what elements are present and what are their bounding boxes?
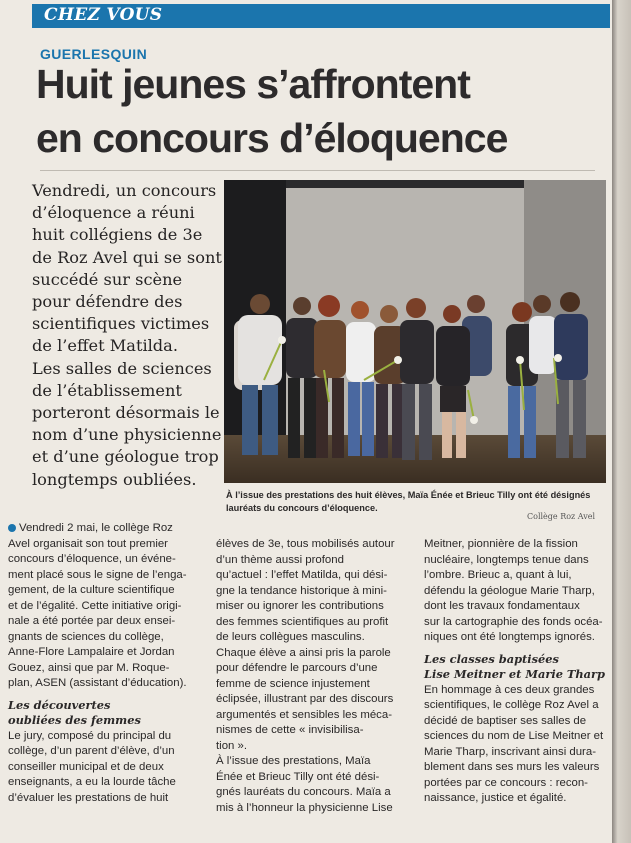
body-line: ment placé sous le signe de l’enga- (8, 568, 187, 581)
body-line: En hommage à ces deux grandes (424, 683, 595, 696)
lead-line: et d’une géologue trop (32, 447, 219, 467)
article-column-1 (8, 521, 213, 806)
lead-line: huit collégiens de 3e (32, 225, 203, 245)
section-label: CHEZ VOUS (44, 5, 163, 25)
body-line: plan, ASEN (assistant d’éducation). (8, 677, 187, 689)
body-line: collège, d’un parent d’élève, d’un (8, 745, 175, 757)
body-line: Gouez, ainsi que par M. Roque- (8, 661, 170, 674)
body-line: conseiller municipal et de deux (8, 760, 164, 773)
body-line: niques ont été longtemps ignorés. (424, 631, 595, 643)
lead-line: succédé sur scène (32, 269, 183, 289)
body-line: de leurs collègues masculins. (216, 631, 365, 643)
body-line: d’un thème aussi profond (216, 553, 344, 566)
body-line: concours d’éloquence, un événe- (8, 553, 176, 565)
body-line: argumentés et sensibles les méca- (216, 708, 393, 721)
body-line: Énée et Brieuc Tilly ont été dési- (216, 770, 380, 783)
lead-paragraph (32, 180, 222, 491)
bullet-icon (8, 524, 16, 532)
photo-credit: Collège Roz Avel (527, 512, 596, 521)
group-photo (224, 180, 606, 483)
subheading: oubliées des femmes (8, 713, 141, 727)
subheading: Les découvertes (8, 697, 111, 712)
divider (40, 170, 595, 171)
body-line: d’évaluer les prestations de huit (8, 791, 169, 804)
lead-line: Les salles de sciences (32, 358, 212, 378)
body-line: Le jury, composé du principal du (8, 729, 172, 742)
article-column-3 (424, 537, 612, 807)
body-line: décidé de baptiser ses salles de (424, 714, 587, 727)
body-line: naissance, justice et égalité. (424, 792, 567, 804)
body-line: femme de science injustement (216, 677, 370, 690)
lead-line: de l’établissement (32, 380, 182, 400)
body-line: gne la tendance historique à mini- (216, 584, 387, 597)
body-line: enseignants, a eu la lourde tâche (8, 776, 176, 788)
location-kicker: GUERLESQUIN (40, 46, 148, 62)
lead-line: longtemps oubliées. (32, 469, 197, 489)
body-line: Vendredi 2 mai, le collège Roz (8, 521, 213, 537)
body-line: nismes de cette « invisibilisa- (216, 724, 364, 736)
body-line: pour défendre le parcours d’une (216, 662, 378, 674)
lead-line: de Roz Avel qui se sont (32, 247, 222, 267)
lead-line: scientifiques victimes (32, 314, 210, 334)
body-line: tion ». (216, 739, 248, 752)
body-line: mis à l’honneur la physicienne Lise (216, 801, 393, 814)
subheading: Les classes baptisées (424, 651, 559, 666)
body-line: qu’actuel : l’effet Matilda, qui dési- (216, 569, 388, 581)
body-line: gnés lauréats du concours. Maïa a (216, 786, 391, 798)
body-line: des femmes scientifiques au profit (216, 615, 389, 628)
body-line: sur la cartographie des fonds océa- (424, 615, 603, 628)
body-line: Chaque élève a ainsi pris la parole (216, 646, 391, 659)
body-line: scientifiques, le collège Roz Avel a (424, 699, 599, 711)
lead-line: porteront désormais le (32, 403, 220, 423)
lead-line: d’éloquence a réuni (32, 203, 195, 223)
body-line: nale a été portée par deux ensei- (8, 615, 176, 627)
page-edge (612, 0, 631, 843)
article-column-2 (216, 537, 413, 816)
body-line: sciences du nom de Lise Meitner et (424, 730, 604, 742)
section-banner (32, 4, 610, 28)
body-line: blement dans ses murs les valeurs (424, 761, 600, 773)
body-line: À l’issue des prestations, Maïa (216, 755, 371, 767)
body-line: Marie Tharp, inscrivant ainsi dura- (424, 745, 596, 758)
subheading: Lise Meitner et Marie Tharp (424, 667, 606, 681)
body-line: gnants de sciences du collège, (8, 630, 164, 643)
lead-line: pour défendre des (32, 292, 183, 312)
lead-line: de l’effet Matilda. (32, 336, 178, 356)
body-line: miser ou ignorer les contributions (216, 600, 384, 612)
lead-line: nom d’une physicienne (32, 425, 222, 445)
body-line: et de l’égalité. Cette initiative origi- (8, 599, 182, 612)
body-line: élèves de 3e, tous mobilisés autour (216, 538, 395, 550)
body-line: défendu la géologue Marie Tharp, (424, 584, 595, 597)
headline-line-1: Huit jeunes s’affrontent (36, 61, 470, 107)
lead-line: Vendredi, un concours (32, 181, 217, 200)
headline-line-2: en concours d’éloquence (36, 115, 508, 161)
body-line: dont les travaux fondamentaux (424, 600, 580, 612)
body-line: nucléaire, longtemps tenue dans (424, 553, 589, 566)
body-line: Meitner, pionnière de la fission (424, 538, 578, 550)
body-line: Avel organisait son tout premier (8, 537, 168, 550)
body-line: éclipsée, illustrant par des discours (216, 693, 394, 705)
body-line: portées par ce concours : recon- (424, 776, 588, 789)
body-line: l’ombre. Brieuc a, quant à lui, (424, 569, 572, 581)
body-line: gement, de la culture scientifique (8, 584, 175, 596)
photo-caption: À l’issue des prestations des huit élèves, Maïa Énée et Brieuc Tilly ont été désignés lauréats du concours d’éloquence. (226, 490, 591, 513)
body-line: Anne-Flore Lampalaire et Jordan (8, 646, 175, 658)
